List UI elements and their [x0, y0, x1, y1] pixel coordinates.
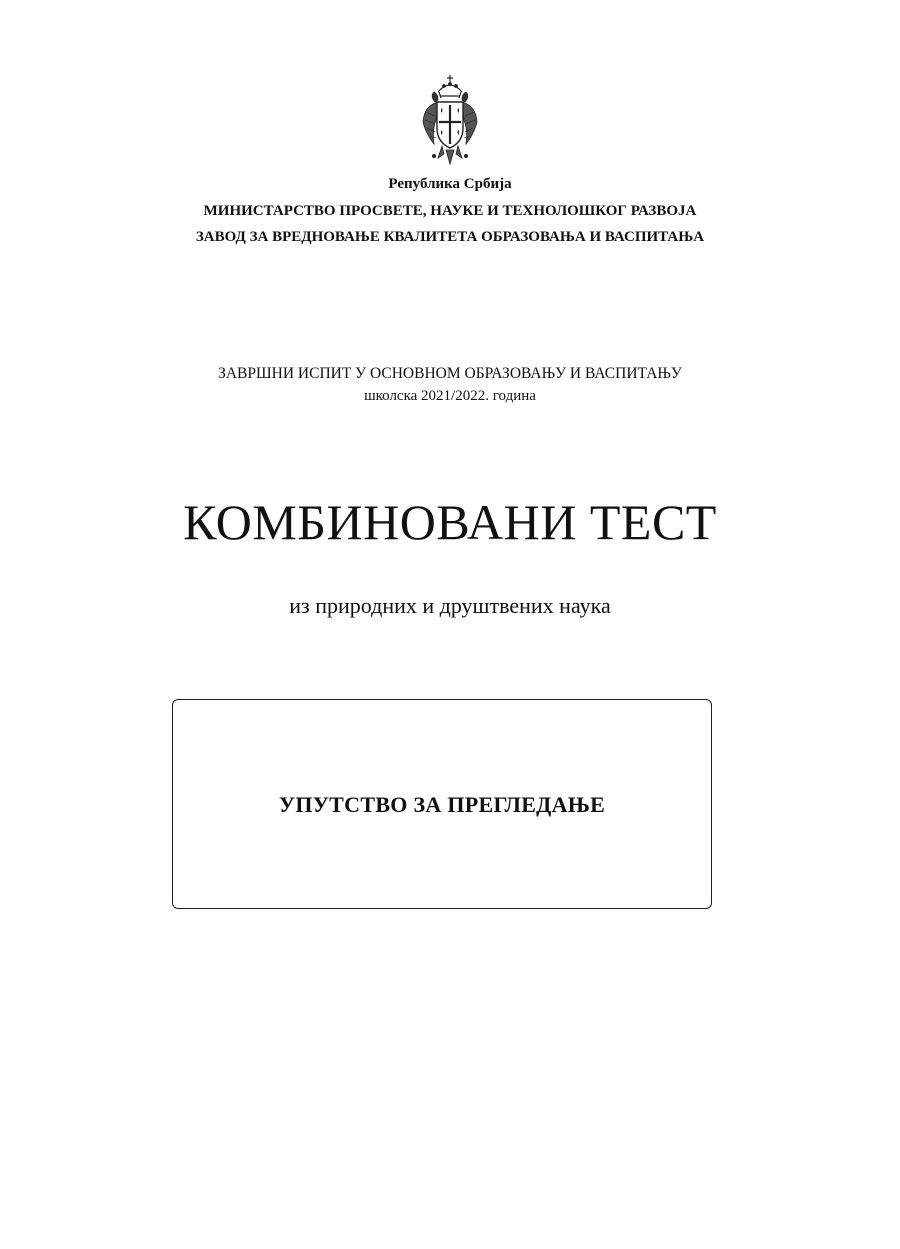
instructions-label: УПУТСТВО ЗА ПРЕГЛЕДАЊЕ	[278, 792, 606, 817]
institute-name: ЗАВОД ЗА ВРЕДНОВАЊЕ КВАЛИТЕТА ОБРАЗОВАЊА И ВАСПИТАЊА	[195, 229, 705, 245]
test-title: КОМБИНОВАНИ ТЕСТ	[183, 494, 717, 550]
ministry-name: МИНИСТАРСТВО ПРОСВЕТЕ, НАУКЕ И ТЕХНОЛОШКОГ РАЗВОЈА	[203, 203, 697, 219]
school-year: школска 2021/2022. година	[364, 388, 536, 404]
serbia-coat-of-arms-icon	[420, 72, 480, 168]
instructions-box	[172, 699, 712, 909]
exam-name: ЗАВРШНИ ИСПИТ У ОСНОВНОМ ОБРАЗОВАЊУ И ВАСПИТАЊУ	[218, 365, 682, 382]
test-subtitle: из природних и друштвених наука	[289, 593, 611, 618]
republic-name: Република Србија	[388, 176, 512, 192]
